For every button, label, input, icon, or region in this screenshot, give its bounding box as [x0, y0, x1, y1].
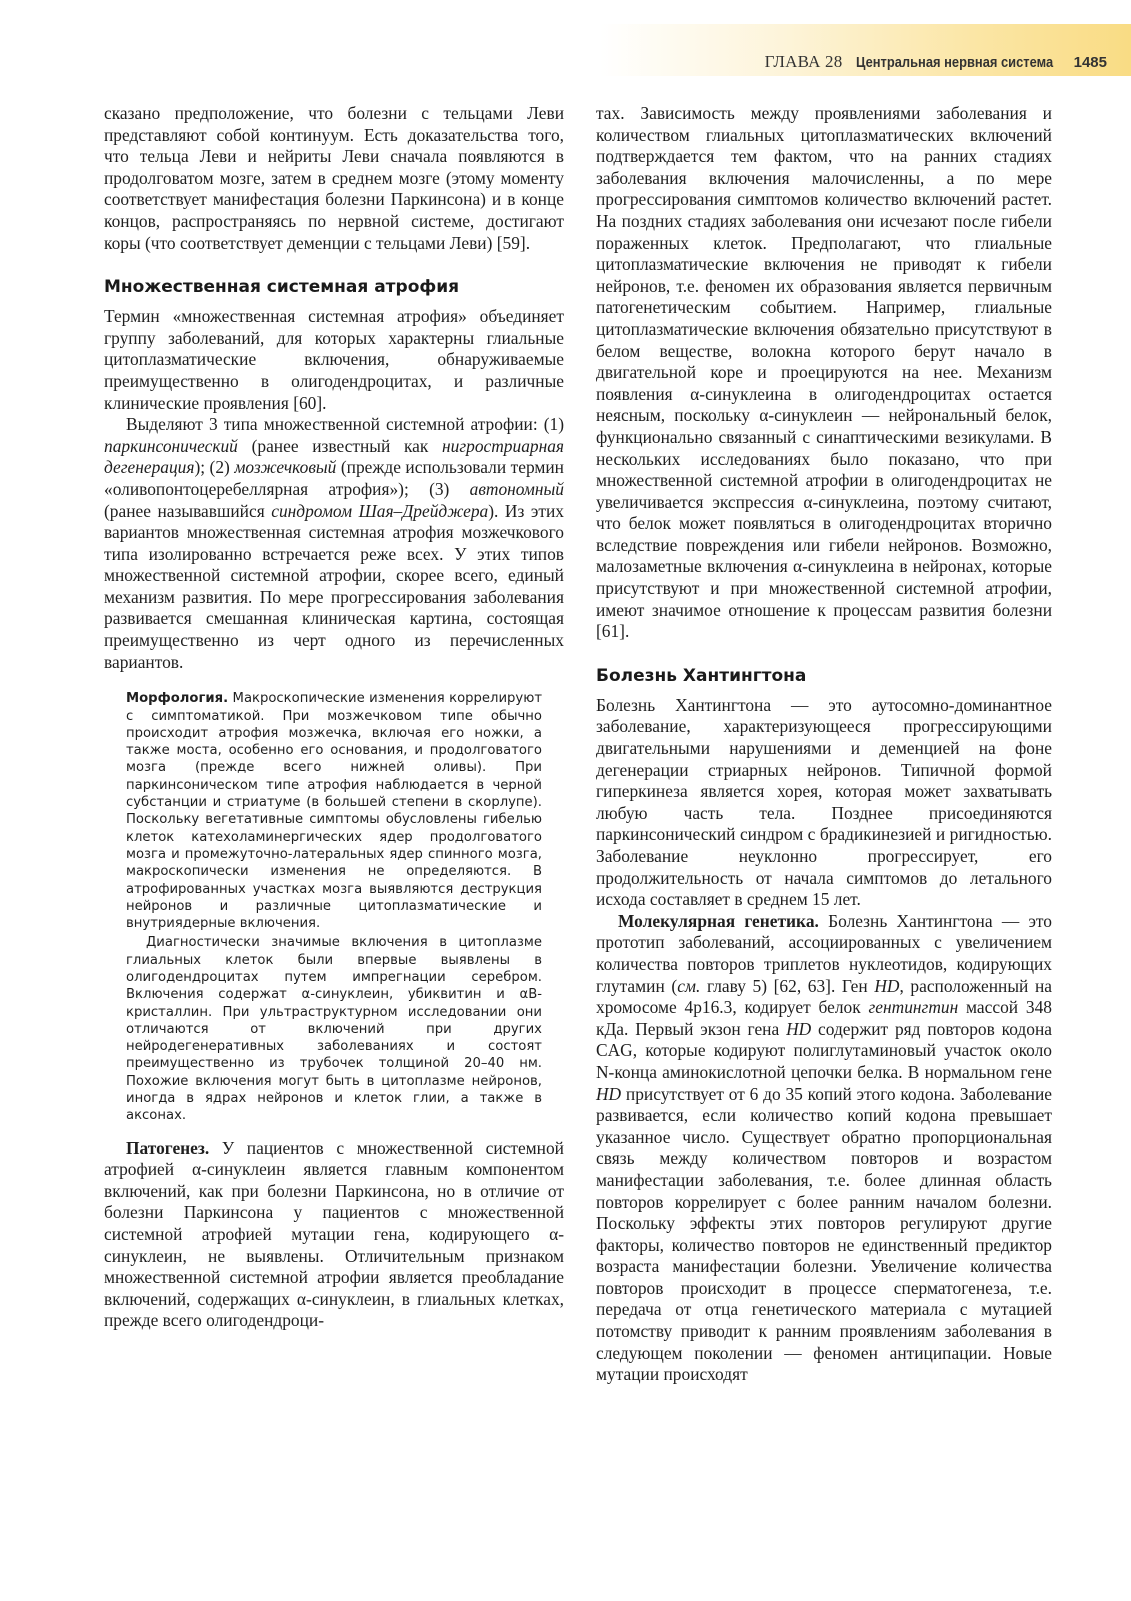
term-autonomic: автономный	[469, 478, 564, 499]
gene-name: HD	[786, 1018, 812, 1039]
morphology-box	[104, 690, 564, 1124]
paragraph-pathogenesis	[104, 1138, 564, 1332]
pathogenesis-run-in-head: Патогенез.	[126, 1137, 210, 1158]
chapter-title: Центральная нервная система	[856, 54, 1054, 71]
gene-name: HD	[596, 1083, 622, 1104]
term-cerebellar: мозжечковый	[234, 457, 337, 478]
text-run: ); (2)	[194, 457, 235, 478]
running-head-line	[765, 52, 1107, 76]
text-run: Болезнь Хантингтона — это прототип заболеваний, ассоциированных с увеличением количества повторов триплетов нуклеотидов, кодирующих глутамин (	[596, 910, 1052, 996]
text-run: главу 5) [62, 63]. Ген	[700, 975, 875, 996]
text-run: ). Из этих вариантов множественная системная атрофия мозжечкового типа изолированно встречается реже всех. У этих типов множественной системной атрофии, скорее всего, единый механизм развития. По мере прогрессирования заболевания развивается смешанная клиническая картина, состоящая преимущественно из черт одного из перечисленных вариантов.	[104, 500, 564, 672]
left-column	[104, 103, 564, 1332]
section-heading-msa: Множественная системная атрофия	[104, 277, 460, 298]
text-run: У пациентов с множественной системной атрофией α-синуклеин является главным компонентом включений, как при болезни Паркинсона, но в отличие от болезни Паркинсона у пациентов с множественной системной атрофией мутации гена, кодирующего α-синуклеин, не выявлены. Отличительным признаком множественной системной атрофии является преобладание включений, содержащих α-синуклеин, в глиальных клетках, прежде всего олигодендроци-	[104, 1137, 564, 1331]
page-number: 1485	[1073, 54, 1107, 71]
paragraph-msa-definition: Термин «множественная системная атрофия» объединяет группу заболеваний, для которых характерны глиальные цитоплазматические включения, обнаруживаемые преимущественно в олигодендроцитах, и различные клинические проявления [60].	[104, 306, 564, 413]
term-parkinsonian: паркинсонический	[104, 435, 238, 456]
paragraph-intro: сказано предположение, что болезни с тельцами Леви представляют собой континуум. Есть доказательства того, что тельца Леви и нейриты Леви сначала появляются в продолговатом мозге, затем в среднем мозге (этому моменту соответствует манифестация болезни Паркинсона) и в конце концов, распространяясь по нервной системе, достигают коры (что соответствует деменции с тельцами Леви) [59].	[104, 103, 564, 253]
text-run: (ранее известный как	[237, 435, 443, 456]
term-shy-drager: синдромом Шая–Дрейджера	[271, 500, 489, 521]
text-run: присутствует от 6 до 35 копий этого кодона. Заболевание развивается, если количество копий кодона превышает указанное число. Существует обратно пропорциональная связь между количеством повторов и возрастом манифестации заболевания, т.е. более длинная область повторов коррелирует с более ранним началом болезни. Поскольку эффекты этих повторов регулируют другие факторы, количество повторов не единственный предиктор возраста манифестации болезни. Увеличение количества повторов происходит в процессе сперматогенеза, т.е. передача от отца генетического материала с мутацией потомству приводит к ранним проявлениям заболевания в следующем поколении — феномен антиципации. Новые мутации происходят	[596, 1083, 1052, 1385]
term-nigrostriatal: нигростриарная дегенерация	[104, 435, 564, 478]
molecular-genetics-run-in-head: Молекулярная генетика.	[618, 910, 819, 931]
text-run: , расположенный на хромосоме 4p16.3, кодирует белок	[596, 975, 1052, 1018]
paragraph-diagnostic-inclusions: Диагностически значимые включения в цитоплазме глиальных клеток были впервые выявлены в олигодендроцитах путем импрегнации серебром. Включения содержат α-синуклеин, убиквитин и αB-кристаллин. При ультраструктурном исследовании они отличаются от включений при других нейродегенеративных заболеваниях и состоят преимущественно из трубочек толщиной 20–40 нм. Похожие включения могут быть в цитоплазме нейронов, иногда в ядрах нейронов и клеток глии, а также в аксонах.	[126, 935, 542, 1124]
right-column	[596, 103, 1052, 1386]
section-heading-huntington: Болезнь Хантингтона	[596, 665, 807, 686]
paragraph-molecular-genetics	[596, 911, 1052, 1386]
text-run: (ранее называвшийся	[104, 500, 272, 521]
gene-name: HD	[874, 975, 900, 996]
text-run: Макроскопические изменения коррелируют с симптоматикой. При мозжечковом типе обычно происходит атрофия мозжечка, включая его ножки, а также моста, особенно его основания, и продолговатого мозга (прежде всего нижней оливы). При паркинсоническом типе атрофия наблюдается в черной субстанции и стриатуме (в большей степени в скорлупе). Поскольку вегетативные симптомы обусловлены гибелью клеток катехоламинергических ядер продолговатого мозга и промежуточно-латеральных ядер спинного мозга, макроскопически изменения не определяются. В атрофированных участках мозга выявляются деструкция нейронов и различные цитоплазматические и внутриядерные включения.	[126, 691, 542, 932]
paragraph-huntington-definition: Болезнь Хантингтона — это аутосомно-доминантное заболевание, характеризующееся прогрессирующими двигательными нарушениями и деменцией на фоне дегенерации стриарных нейронов. Типичной формой гиперкинеза является хорея, которая может захватывать любую часть тела. Позднее присоединяются паркинсонический синдром с брадикинезией и ригидностью. Заболевание неуклонно прогрессирует, его продолжительность от начала симптомов до летального исхода составляет в среднем 15 лет.	[596, 694, 1052, 910]
text-run: массой 348 кДа. Первый экзон гена	[596, 997, 1052, 1039]
paragraph-msa-types	[104, 414, 564, 673]
text-run: Выделяют 3 типа множественной системной атрофии: (1)	[126, 414, 564, 435]
text-run: (прежде использовали термин «оливопонтоцеребеллярная атрофия»); (3)	[104, 457, 564, 499]
cross-reference: см.	[677, 975, 701, 996]
chapter-label: ГЛАВА 28	[764, 52, 843, 71]
morphology-run-in-head: Морфология.	[126, 691, 229, 707]
paragraph-continuation: тах. Зависимость между проявлениями заболевания и количеством глиальных цитоплазматических включений подтверждается тем фактом, что на ранних стадиях заболевания включения малочисленны, а по мере прогрессирования симптомов количество включений растет. На поздних стадиях заболевания они исчезают после гибели пораженных клеток. Предполагают, что глиальные цитоплазматические включения не приводят к гибели нейронов, т.е. феномен их образования является первичным патогенетическим событием. Например, глиальные цитоплазматические включения обязательно присутствуют в белом веществе, волокна которого берут начало в двигательной коре и проецируются на нее. Механизм появления α-синуклеина в олигодендроцитах остается неясным, поскольку α-синуклеин — нейрональный белок, функционально связанный с синаптическими везикулами. В нескольких исследованиях было показано, что при множественной системной атрофии в олигодендроцитах не увеличивается экспрессия α-синуклеина, поэтому считают, что белок может появляться в олигодендроцитах вторично вследствие повреждения или гибели нейронов. Возможно, малозаметные включения α-синуклеина в нейронах, которые присутствуют и при множественной системной атрофии, имеют значимое отношение к процессам развития болезни [61].	[596, 103, 1052, 642]
running-head	[600, 24, 1131, 76]
text-run: содержит ряд повторов кодона CAG, которые кодируют полиглутаминовый участок около N-конца аминокислотной цепочки белка. В нормальном гене	[596, 1018, 1053, 1082]
paragraph-morphology	[126, 690, 542, 932]
protein-name: гентингтин	[868, 997, 959, 1018]
